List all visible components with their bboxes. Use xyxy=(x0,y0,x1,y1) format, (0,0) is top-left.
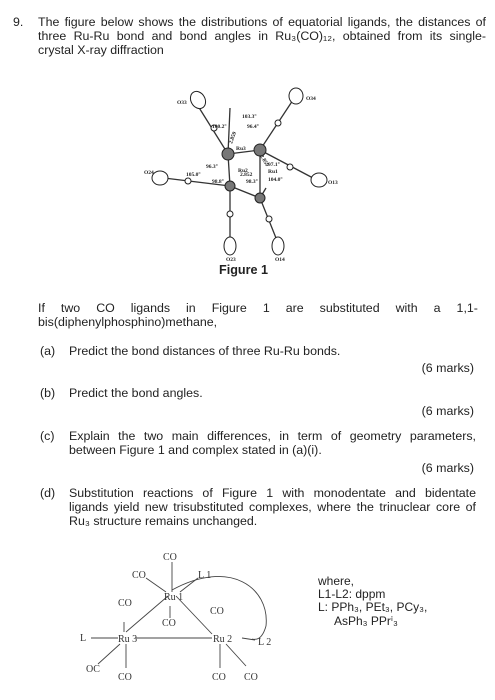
label-angle-5: 97.1° xyxy=(268,162,280,168)
label-o34: O34 xyxy=(306,96,316,102)
co-right: CO xyxy=(210,606,224,617)
part-d-label: (d) xyxy=(40,486,56,500)
atom-o24 xyxy=(152,171,168,185)
oc-bottom-left: OC xyxy=(86,664,100,675)
part-c-label: (c) xyxy=(40,429,55,443)
label-angle-2: 100.2° xyxy=(212,124,227,130)
trinuclear-structure xyxy=(80,548,300,698)
co-mid: CO xyxy=(162,618,176,629)
label-ru2: Ru2 xyxy=(238,168,248,174)
l-label: L xyxy=(80,633,87,644)
ru2-label: Ru 2 xyxy=(213,634,233,645)
l2-label: L 2 xyxy=(258,637,272,648)
atom-o34 xyxy=(289,88,303,104)
co-bottom-3: CO xyxy=(244,672,258,683)
atom-ru-left xyxy=(225,181,235,191)
part-b-text: Predict the bond angles. xyxy=(69,386,203,400)
figure-caption: Figure 1 xyxy=(219,263,268,277)
atom-c-6 xyxy=(266,216,272,222)
co-ru1-left: CO xyxy=(132,570,146,581)
label-angle-1: 103.3° xyxy=(242,114,257,120)
part-b-marks: (6 marks) xyxy=(421,404,474,418)
intro-line-2: three Ru-Ru bond and bond angles in Ru₃(CO)₁₂, obtained from its single- xyxy=(38,29,486,44)
atom-o23 xyxy=(224,237,236,255)
atom-c-4 xyxy=(287,164,293,170)
label-o24: O24 xyxy=(144,170,154,176)
question-stem xyxy=(38,301,478,329)
label-angle-7: 104.0° xyxy=(268,177,283,183)
stem-line-2: bis(diphenylphosphino)methane, xyxy=(38,315,218,330)
atom-c-3 xyxy=(185,178,191,184)
label-angle-8: 98.8° xyxy=(212,179,224,185)
atom-o33 xyxy=(187,89,208,112)
label-o33: O33 xyxy=(177,100,187,106)
atom-ru3 xyxy=(222,148,234,160)
atom-c-5 xyxy=(227,211,233,217)
ru1-label: Ru 1 xyxy=(164,592,184,603)
part-b-label: (b) xyxy=(40,386,56,400)
label-dist-2: 2.859 xyxy=(228,131,239,145)
ru3-label: Ru 3 xyxy=(118,634,138,645)
label-dist-1: 2.852 xyxy=(240,172,253,178)
question-intro xyxy=(38,15,486,58)
label-angle-3: 96.4° xyxy=(247,124,259,130)
l1-label: L 1 xyxy=(198,570,212,581)
atom-o14 xyxy=(272,237,284,255)
part-c-text: Explain the two main differences, in term of geometry parameters, between Figure 1 and complex stated in (a)(i). xyxy=(69,429,476,458)
part-a-text: Predict the bond distances of three Ru-Ru bonds. xyxy=(69,344,341,358)
label-o13: O13 xyxy=(328,180,338,186)
intro-line-1: The figure below shows the distributions of equatorial ligands, the distances of xyxy=(38,15,486,29)
co-bottom-1: CO xyxy=(118,672,132,683)
part-a-label: (a) xyxy=(40,344,56,358)
co-top: CO xyxy=(163,552,177,563)
label-o14: O14 xyxy=(275,257,285,263)
co-left: CO xyxy=(118,598,132,609)
atom-o13 xyxy=(311,173,327,187)
label-ru3: Ru3 xyxy=(236,146,246,152)
co-bottom-2: CO xyxy=(212,672,226,683)
part-c-marks: (6 marks) xyxy=(421,461,474,475)
label-o23: O23 xyxy=(226,257,236,263)
atom-ru2 xyxy=(255,193,265,203)
stem-line-1: If two CO ligands in Figure 1 are substituted with a 1,1- xyxy=(38,301,478,315)
question-number: 9. xyxy=(13,15,24,29)
ortep-figure xyxy=(144,88,343,263)
atom-c-2 xyxy=(275,120,281,126)
label-angle-9: 98.3° xyxy=(246,179,258,185)
intro-line-3: crystal X-ray diffraction xyxy=(38,43,164,58)
part-d-text: Substitution reactions of Figure 1 with monodentate and bidentate ligands yield new trisubstituted complexes, where the trinuclear core of Ru₃ structure remains unchanged. xyxy=(69,486,476,529)
label-angle-4: 96.3° xyxy=(206,164,218,170)
label-ru1: Ru1 xyxy=(268,169,278,175)
part-a-marks: (6 marks) xyxy=(421,361,474,375)
label-angle-6: 105.0° xyxy=(186,172,201,178)
label-dist-3: 2.859 xyxy=(258,154,270,168)
ligand-note: where, L1-L2: dppm L: PPh₃, PEt₃, PCy₃, AsPh₃ PPrⁱ₃ xyxy=(318,574,428,628)
